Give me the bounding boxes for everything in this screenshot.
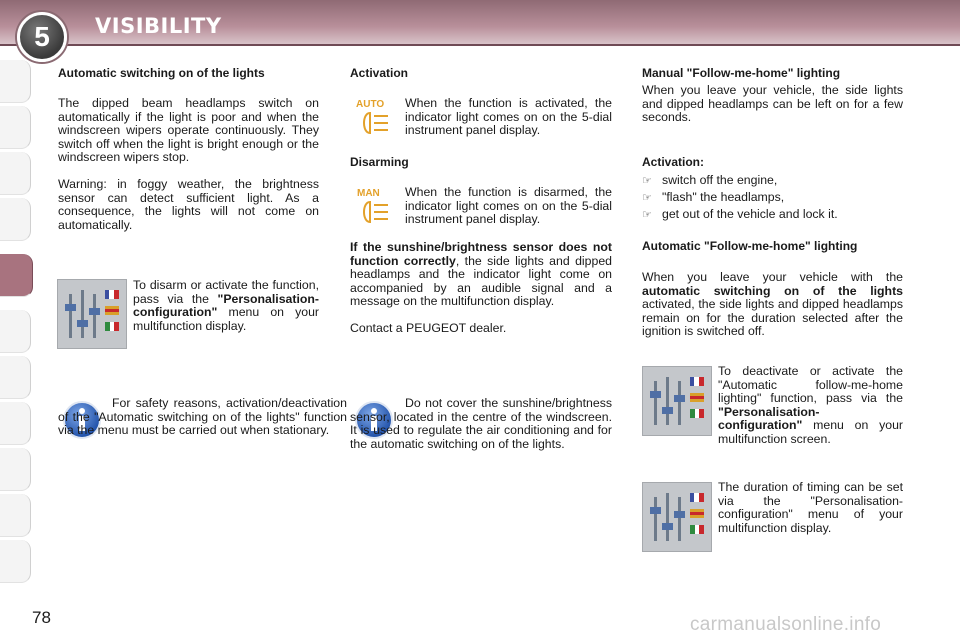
auto-lighting-description: The dipped beam headlamps switch on automatically if the light is poor and when the windscreen wipers operate continuously. They switch off when the light is bright enough or the windscreen wipers stop. <box>58 96 319 165</box>
activation-text: When the function is activated, the indicator light comes on on the 5-dial instrument panel display. <box>405 96 612 138</box>
auto-follow-me-home-text <box>642 271 903 339</box>
chapter-tab[interactable] <box>0 356 31 399</box>
chapter-tab[interactable] <box>0 310 31 353</box>
settings-menu-name: "Personalisation-configuration" <box>718 404 820 433</box>
auto-icon-label: AUTO <box>356 99 385 110</box>
follow-me-home-activation-heading: Activation: <box>642 155 705 169</box>
deactivate-note-text: menu on your multifunction screen. <box>718 418 903 446</box>
list-item <box>642 191 784 206</box>
chapter-tab[interactable] <box>0 402 31 445</box>
chapter-tabs <box>0 60 34 580</box>
chapter-tab-active[interactable] <box>0 254 33 297</box>
duration-note: The duration of timing can be set via the "Personalisation-configuration" menu of your multifunction display. <box>718 480 903 535</box>
section-title: VISIBILITY <box>95 14 222 38</box>
fog-warning: Warning: in foggy weather, the brightness sensor can detect sufficient light. As a consequence, the lights will not come on automatically. <box>58 177 319 232</box>
settings-menu-icon <box>642 482 712 552</box>
chapter-tab[interactable] <box>0 198 31 241</box>
sensor-fault-detail: , the side lights and dipped headlamps and the indicator light come on accompanied by an audible signal and a message on the multifunction display. <box>350 253 613 309</box>
manual-follow-me-home-heading: Manual "Follow-me-home" lighting <box>642 66 841 80</box>
settings-menu-icon <box>57 279 127 349</box>
disarming-heading: Disarming <box>350 155 409 169</box>
list-item-text: switch off the engine, <box>662 173 778 187</box>
auto-headlamp-icon <box>354 97 394 139</box>
page-number: 78 <box>32 608 51 627</box>
settings-note-col1 <box>133 279 319 333</box>
chapter-tab[interactable] <box>0 152 31 195</box>
deactivate-note <box>718 365 903 447</box>
man-icon-label: MAN <box>357 188 380 199</box>
chapter-tab[interactable] <box>0 540 31 583</box>
settings-note-text: menu on your multifunction display. <box>133 305 319 333</box>
settings-menu-name: "Personalisation-configuration" <box>133 291 319 320</box>
sensor-fault-heading: If the sunshine/brightness sensor does not function correctly <box>350 240 612 268</box>
watermark: carmanualsonline.info <box>690 614 882 635</box>
auto-lighting-heading: Automatic switching on of the lights <box>58 66 265 80</box>
header-divider <box>0 44 960 46</box>
list-item <box>642 208 838 223</box>
sensor-fault-text <box>350 241 612 309</box>
auto-follow-bold: automatic switching on of the lights <box>642 283 903 298</box>
auto-follow-text: activated, the side lights and dipped headlamps remain on for the duration selected after the ignition is switched off. <box>642 297 903 339</box>
settings-menu-icon <box>642 366 712 436</box>
manual-headlamp-icon <box>354 186 394 228</box>
safety-note: For safety reasons, activation/deactivation of the "Automatic switching on of the lights" function via the menu must be carried out when stationary. <box>58 396 347 438</box>
list-item <box>642 174 777 189</box>
list-item-text: get out of the vehicle and lock it. <box>662 207 838 221</box>
activation-heading: Activation <box>350 66 409 80</box>
auto-follow-me-home-heading: Automatic "Follow-me-home" lighting <box>642 239 858 253</box>
pointing-hand-icon: ☞ <box>642 175 652 187</box>
pointing-hand-icon: ☞ <box>642 192 652 204</box>
disarming-text: When the function is disarmed, the indicator light comes on on the 5-dial instrument panel display. <box>405 185 612 227</box>
list-item-text: "flash" the headlamps, <box>662 190 785 204</box>
chapter-tab[interactable] <box>0 448 31 491</box>
chapter-tab[interactable] <box>0 494 31 537</box>
chapter-tab[interactable] <box>0 106 31 149</box>
contact-dealer: Contact a PEUGEOT dealer. <box>350 321 507 335</box>
chapter-tab[interactable] <box>0 60 31 103</box>
sensor-cover-note: Do not cover the sunshine/brightness sensor, located in the centre of the windscreen. It is used to regulate the air conditioning and for the automatic switching on of the lights. <box>350 396 612 451</box>
settings-note-text: To disarm or activate the function, pass via the <box>133 278 319 306</box>
manual-follow-me-home-text: When you leave your vehicle, the side lights and dipped headlamps can be left on for a few seconds. <box>642 83 903 125</box>
chapter-badge: 5 <box>17 12 67 62</box>
pointing-hand-icon: ☞ <box>642 209 652 221</box>
deactivate-note-text: To deactivate or activate the "Automatic follow-me-home lighting" function, pass via the <box>718 364 903 406</box>
auto-follow-text: When you leave your vehicle with the <box>642 270 903 284</box>
